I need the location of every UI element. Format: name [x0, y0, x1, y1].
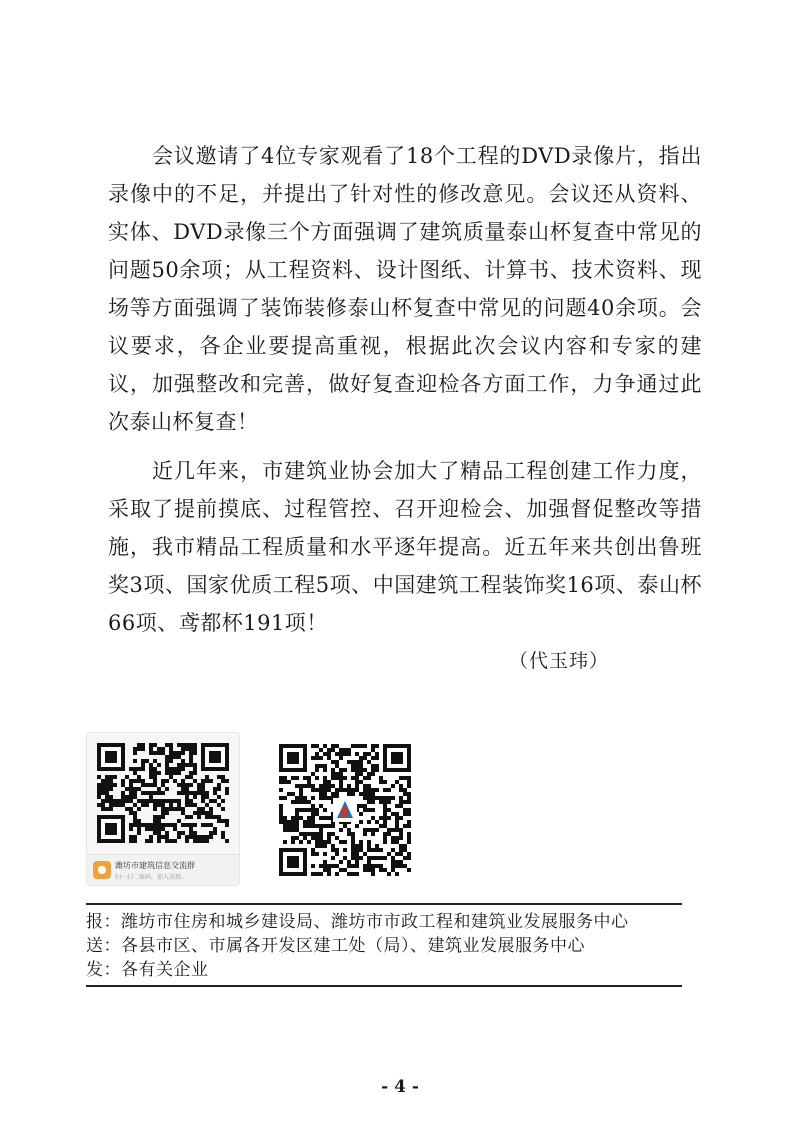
- wechat-group-qr-card[interactable]: [86, 732, 240, 886]
- body-paragraph-2: 近几年来，市建筑业协会加大了精品工程创建工作力度，采取了提前摸底、过程管控、召开迎检会、加强督促整改等措施，我市精品工程质量和水平逐年提高。近五年来共创出鲁班奖3项、国家优质工程5项、中国建筑工程装饰奖16项、泰山杯66项、鸢都杯191项！: [108, 459, 702, 635]
- send-label: 送：: [86, 936, 121, 956]
- qr-code-icon: [97, 743, 229, 843]
- issue-label: 发：: [86, 960, 121, 980]
- body-paragraph-1: 会议邀请了4位专家观看了18个工程的DVD录像片，指出录像中的不足，并提出了针对性的修改意见。会议还从资料、实体、DVD录像三个方面强调了建筑质量泰山杯复查中常见的问题50余项；从工程资料、设计图纸、计算书、技术资料、现场等方面强调了装饰装修泰山杯复查中常见的问题40余项。会议要求，各企业要提高重视，根据此次会议内容和专家的建议，加强整改和完善，做好复查迎检各方面工作，力争通过此次泰山杯复查！: [108, 144, 702, 434]
- wechat-group-icon: [93, 861, 111, 879]
- issue-value: 各有关企业: [121, 960, 209, 980]
- divider-top: [86, 903, 682, 905]
- page-number: - 4 -: [381, 1077, 419, 1097]
- official-account-qr-code-icon[interactable]: [279, 744, 411, 876]
- report-label: 报：: [86, 912, 121, 932]
- distribution-list: [86, 910, 686, 982]
- distribution-report-row: [86, 910, 686, 934]
- author-signature: （代玉玮）: [509, 650, 610, 672]
- send-value: 各县市区、市属各开发区建工处（局）、建筑业发展服务中心: [121, 936, 585, 956]
- distribution-send-row: [86, 934, 686, 958]
- report-value: 潍坊市住房和城乡建设局、潍坊市市政工程和建筑业发展服务中心: [121, 912, 629, 932]
- group-name: 潍坊市建筑信息交流群: [115, 861, 195, 870]
- group-info-bar: [87, 854, 239, 885]
- divider-bottom: [86, 985, 682, 987]
- distribution-issue-row: [86, 958, 686, 982]
- group-hint: 扫一扫二维码，加入该群。: [115, 874, 188, 881]
